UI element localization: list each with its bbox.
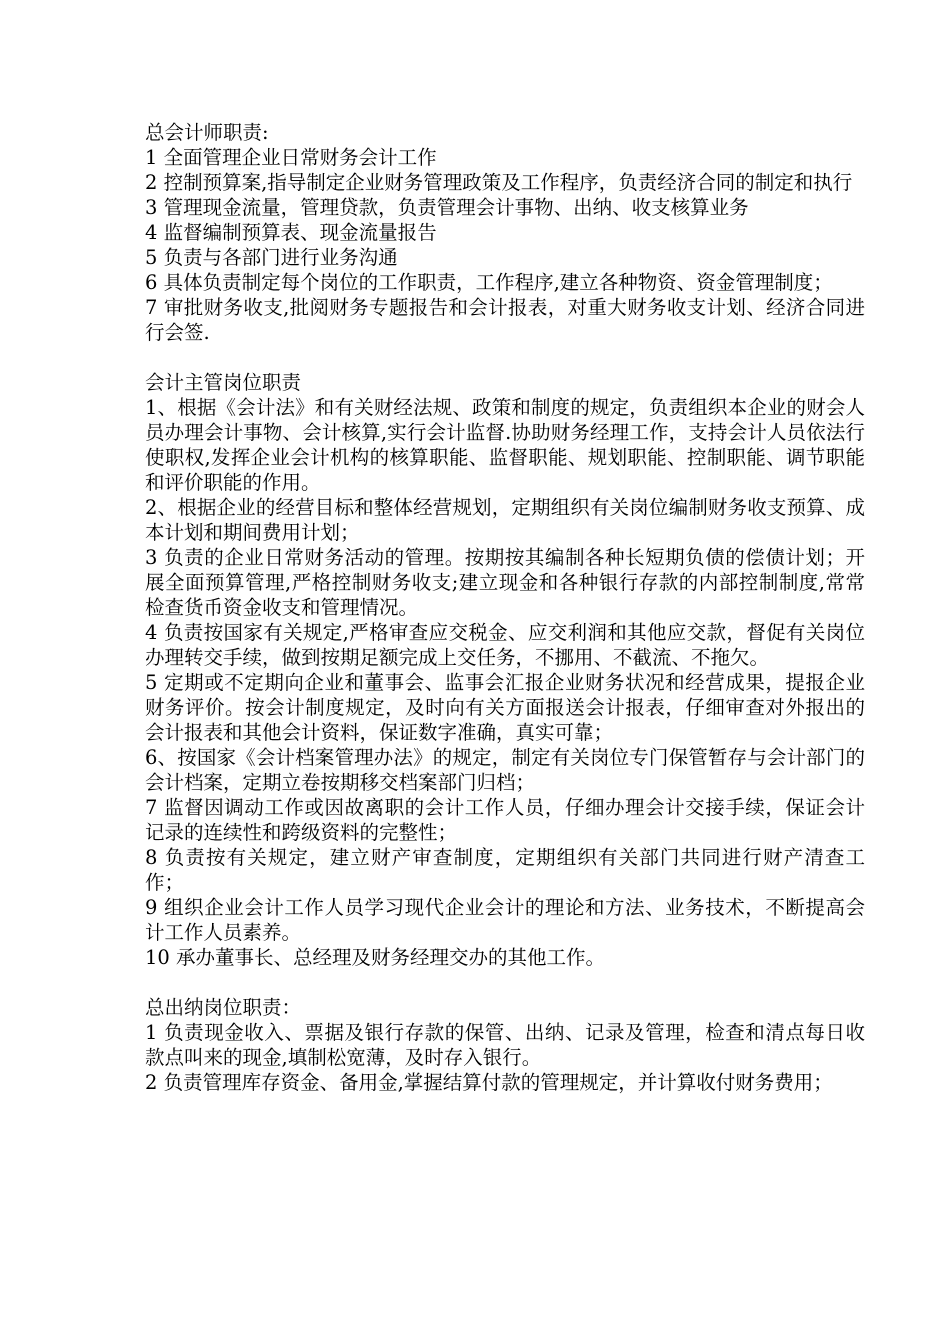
list-item: 2、根据企业的经营目标和整体经营规划，定期组织有关岗位编制财务收支预算、成本计划和期间费用计划； (145, 496, 865, 544)
list-item: 5 定期或不定期向企业和董事会、监事会汇报企业财务状况和经营成果，提报企业财务评价。按会计制度规定，及时向有关方面报送会计报表，仔细审查对外报出的会计报表和其他会计资料，保证数字准确，真实可靠； (145, 671, 865, 744)
section-chief-accountant (145, 120, 865, 345)
list-item: 9 组织企业会计工作人员学习现代企业会计的理论和方法、业务技术，不断提高会计工作人员素养。 (145, 896, 865, 944)
section-heading: 会计主管岗位职责 (145, 371, 302, 394)
section-heading: 总出纳岗位职责： (145, 996, 302, 1019)
list-item: 7 审批财务收支,批阅财务专题报告和会计报表，对重大财务收支计划、经济合同进行会签. (145, 296, 865, 344)
list-item: 4 监督编制预算表、现金流量报告 (145, 221, 437, 244)
list-item: 7 监督因调动工作或因故离职的会计工作人员，仔细办理会计交接手续，保证会计记录的连续性和跨级资料的完整性； (145, 796, 865, 844)
list-item: 4 负责按国家有关规定,严格审查应交税金、应交利润和其他应交款，督促有关岗位办理转交手续，做到按期足额完成上交任务，不挪用、不截流、不拖欠。 (145, 621, 865, 669)
list-item: 1 全面管理企业日常财务会计工作 (145, 146, 437, 169)
section-chief-cashier (145, 995, 865, 1095)
list-item: 5 负责与各部门进行业务沟通 (145, 246, 398, 269)
list-item: 3 负责的企业日常财务活动的管理。按期按其编制各种长短期负债的偿债计划；开展全面预算管理,严格控制财务收支;建立现金和各种银行存款的内部控制制度,常常检查货币资金收支和管理情况。 (145, 546, 865, 619)
list-item: 1、根据《会计法》和有关财经法规、政策和制度的规定，负责组织本企业的财会人员办理会计事物、会计核算,实行会计监督.协助财务经理工作，支持会计人员依法行使职权,发挥企业会计机构的核算职能、监督职能、规划职能、控制职能、调节职能和评价职能的作用。 (145, 396, 865, 494)
list-item: 1 负责现金收入、票据及银行存款的保管、出纳、记录及管理，检查和清点每日收款点叫来的现金,填制松宽薄，及时存入银行。 (145, 1021, 865, 1069)
section-accounting-supervisor (145, 370, 865, 970)
list-item: 8 负责按有关规定，建立财产审查制度，定期组织有关部门共同进行财产清查工作； (145, 846, 865, 894)
list-item: 2 控制预算案,指导制定企业财务管理政策及工作程序，负责经济合同的制定和执行 (145, 171, 853, 194)
list-item: 2 负责管理库存资金、备用金,掌握结算付款的管理规定，并计算收付财务费用； (145, 1071, 833, 1094)
list-item: 10 承办董事长、总经理及财务经理交办的其他工作。 (145, 946, 606, 969)
list-item: 6 具体负责制定每个岗位的工作职责，工作程序,建立各种物资、资金管理制度； (145, 271, 833, 294)
section-heading: 总会计师职责: (145, 121, 269, 144)
document-page (145, 120, 865, 1095)
list-item: 3 管理现金流量，管理贷款，负责管理会计事物、出纳、收支核算业务 (145, 196, 749, 219)
list-item: 6、按国家《会计档案管理办法》的规定，制定有关岗位专门保管暂存与会计部门的会计档案，定期立卷按期移交档案部门归档； (145, 746, 865, 794)
